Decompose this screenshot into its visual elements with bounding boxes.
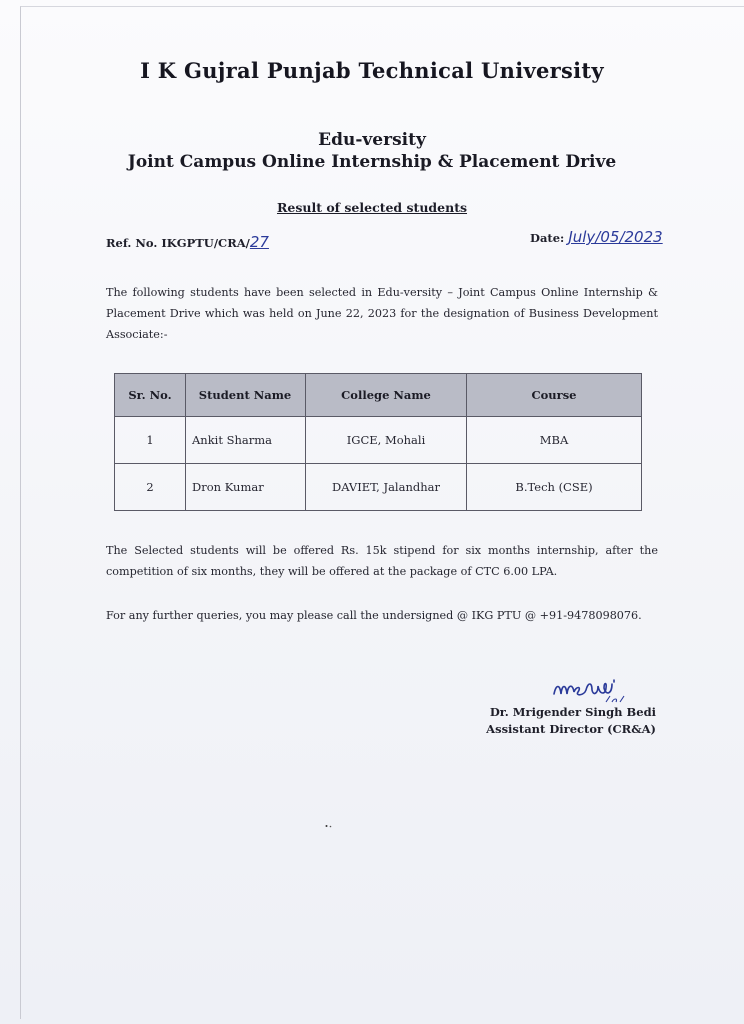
cell-student-name: Dron Kumar — [186, 464, 306, 511]
cell-sr-no: 2 — [115, 464, 186, 511]
signatory-designation: Assistant Director (CR&A) — [486, 722, 656, 736]
table-header-row — [115, 374, 642, 417]
header-student-name: Student Name — [186, 374, 306, 417]
drive-title: Joint Campus Online Internship & Placement Drive — [127, 152, 617, 172]
date-label: Date: — [530, 231, 565, 245]
signatory-block — [486, 704, 656, 738]
scan-specks — [325, 824, 333, 828]
header-sr-no: Sr. No. — [115, 374, 186, 417]
university-title: I K Gujral Punjab Technical University — [140, 58, 604, 83]
table-row — [115, 464, 642, 511]
date-handwritten-value: July/05/2023 — [568, 228, 663, 246]
cell-course: B.Tech (CSE) — [467, 464, 642, 511]
selected-students-table — [114, 373, 642, 511]
intro-paragraph: The following students have been selected in Edu-versity – Joint Campus Online Internship & Placement Drive which was held on June 22, 2023 for the designation of Business Development Associate:- — [106, 286, 658, 341]
cell-college-name: DAVIET, Jalandhar — [306, 464, 467, 511]
date-field — [530, 228, 663, 246]
stipend-paragraph: The Selected students will be offered Rs. 15k stipend for six months internship, after the competition of six months, they will be offered at the package of CTC 6.00 LPA. — [106, 544, 658, 578]
cell-course: MBA — [467, 417, 642, 464]
cell-student-name: Ankit Sharma — [186, 417, 306, 464]
reference-number — [106, 233, 269, 251]
handwritten-signature — [540, 672, 650, 708]
cell-college-name: IGCE, Mohali — [306, 417, 467, 464]
table-row — [115, 417, 642, 464]
queries-paragraph: For any further queries, you may please call the undersigned @ IKG PTU @ +91-9478098076. — [106, 609, 642, 622]
reference-label: Ref. No. IKGPTU/CRA/ — [106, 236, 250, 250]
result-heading: Result of selected students — [276, 200, 468, 215]
header-college-name: College Name — [306, 374, 467, 417]
header-course: Course — [467, 374, 642, 417]
reference-handwritten-number: 27 — [249, 233, 269, 251]
program-title: Edu-versity — [318, 130, 426, 150]
cell-sr-no: 1 — [115, 417, 186, 464]
signatory-name: Dr. Mrigender Singh Bedi — [489, 705, 656, 719]
